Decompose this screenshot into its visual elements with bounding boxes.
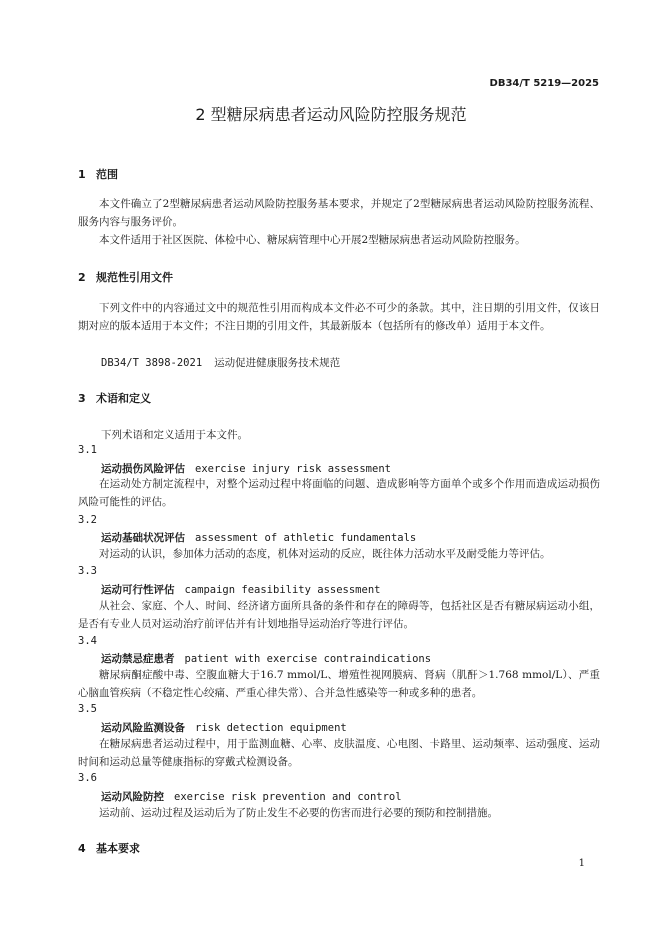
term-heading (101, 461, 391, 476)
term-english: exercise injury risk assessment (195, 463, 391, 475)
page-number: 1 (578, 858, 585, 869)
normative-reference (101, 355, 340, 370)
section-4-title: 基本要求 (96, 842, 140, 855)
term-chinese: 运动禁忌症患者 (101, 653, 175, 665)
term-number: 3.5 (78, 703, 97, 715)
section-3-number: 3 (78, 392, 86, 405)
section-1-title: 范围 (96, 168, 118, 181)
term-heading (101, 789, 402, 804)
term-heading (101, 582, 380, 597)
term-definition: 运动前、运动过程及运动后为了防止发生不必要的伤害而进行必要的预防和控制措施。 (99, 807, 498, 819)
term-heading (101, 651, 431, 666)
section-1-paragraph-1: 本文件确立了2型糖尿病患者运动风险防控服务基本要求，并规定了2型糖尿病患者运动风险防控服务流程、服务内容与服务评价。 (78, 198, 600, 228)
term-english: exercise risk prevention and control (174, 791, 402, 803)
section-4-heading (78, 840, 140, 856)
term-number: 3.6 (78, 772, 97, 784)
term-english: assessment of athletic fundamentals (195, 532, 417, 544)
term-chinese: 运动风险防控 (101, 791, 164, 803)
term-english: patient with exercise contraindications (184, 653, 432, 665)
term-definition: 在糖尿病患者运动过程中，用于监测血糖、心率、皮肤温度、心电图、卡路里、运动频率、运动强度、运动时间和运动总量等健康指标的穿戴式检测设备。 (78, 738, 600, 768)
term-definition: 从社会、家庭、个人、时间、经济诸方面所具备的条件和存在的障碍等，包括社区是否有糖尿病运动小组，是否有专业人员对运动治疗前评估并有计划地指导运动治疗等进行评估。 (78, 600, 600, 630)
section-2-paragraph: 下列文件中的内容通过文中的规范性引用而构成本文件必不可少的条款。其中，注日期的引用文件，仅该日期对应的版本适用于本文件；不注日期的引用文件，其最新版本（包括所有的修改单）适用于本文件。 (78, 302, 600, 332)
term-number: 3.2 (78, 514, 97, 526)
document-title: 2 型糖尿病患者运动风险防控服务规范 (195, 105, 467, 124)
term-heading (101, 530, 416, 545)
section-3-title: 术语和定义 (96, 392, 151, 405)
reference-code: DB34/T 3898-2021 (101, 357, 203, 369)
section-1-number: 1 (78, 168, 86, 181)
reference-title: 运动促进健康服务技术规范 (214, 357, 341, 369)
term-chinese: 运动可行性评估 (101, 584, 175, 596)
term-chinese: 运动损伤风险评估 (101, 463, 185, 475)
term-number: 3.3 (78, 565, 97, 577)
term-english: risk detection equipment (195, 722, 347, 734)
standard-code: DB34/T 5219—2025 (489, 78, 599, 89)
term-number: 3.1 (78, 444, 97, 456)
section-4-number: 4 (78, 842, 86, 855)
term-english: campaign feasibility assessment (184, 584, 381, 596)
section-2-heading (78, 269, 173, 285)
section-3-heading (78, 390, 151, 406)
term-definition: 糖尿病酮症酸中毒、空腹血糖大于16.7 mmol/L、增殖性视网膜病、肾病（肌酐＞1.768 mmol/L）、严重心脑血管疾病（不稳定性心绞痛、严重心律失常）、合并急性感染等一种或多种的患者。 (78, 669, 600, 699)
section-2-title: 规范性引用文件 (96, 271, 173, 284)
section-3-intro: 下列术语和定义适用于本文件。 (101, 429, 248, 441)
term-number: 3.4 (78, 635, 97, 647)
term-definition: 对运动的认识，参加体力活动的态度，机体对运动的反应，既往体力活动水平及耐受能力等评估。 (99, 548, 551, 560)
term-heading (101, 720, 347, 735)
term-definition: 在运动处方制定流程中，对整个运动过程中将面临的问题、造成影响等方面单个或多个作用而造成运动损伤风险可能性的评估。 (78, 478, 600, 508)
section-1-heading (78, 166, 118, 182)
section-1-paragraph-2: 本文件适用于社区医院、体检中心、糖尿病管理中心开展2型糖尿病患者运动风险防控服务。 (99, 234, 526, 246)
section-2-number: 2 (78, 271, 86, 284)
term-chinese: 运动基础状况评估 (101, 532, 185, 544)
term-chinese: 运动风险监测设备 (101, 722, 185, 734)
